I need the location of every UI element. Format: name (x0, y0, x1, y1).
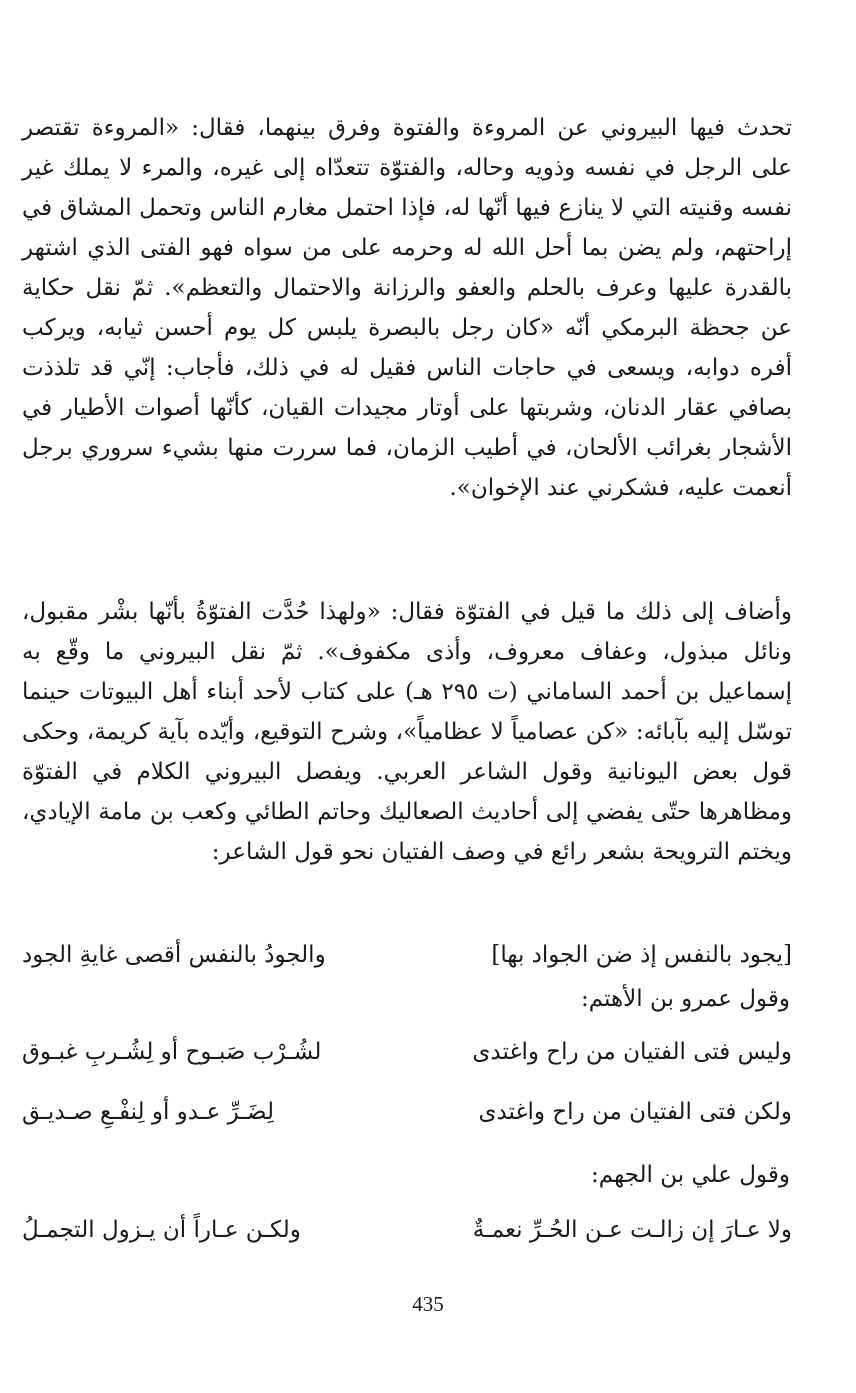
paragraph-1: تحدث فيها البيروني عن المروءة والفتوة وفرق بينهما، فقال: «المروءة تقتصر على الرجل في نفسه وذويه وحاله، والفتوّة تتعدّاه إلى غيره، والمرء لا يملك غير نفسه وقنيته التي لا ينازع فيها أنّها له، فإذا احتمل مغارم الناس وتحمل المشاق في إراحتهم، ولم يضن بما أحل الله له وحرمه على من سواه فهو الفتى الذي اشتهر بالقدرة عليها وعرف بالحلم والعفو والرزانة والاحتمال والتعظم». ثمّ نقل حكاية عن جحظة البرمكي أنّه «كان رجل بالبصرة يلبس كل يوم أحسن ثيابه، ويركب أفره دوابه، ويسعى في حاجات الناس فقيل له في ذلك، فأجاب: إنّي قد تلذذت بصافي عقار الدنان، وشربتها على أوتار مجيدات القيان، كأنّها أصوات الأطيار في الأشجار بغرائب الألحان، في أطيب الزمان، فما سررت منها بشيء سروري برجل أنعمت عليه، فشكرني عند الإخوان». (22, 115, 792, 501)
verse-hemistich-second: والجودُ بالنفس أقصى غايةِ الجود (22, 942, 326, 968)
verse-intro-ali: وقول علي بن الجهم: (591, 1162, 790, 1188)
verse-line-2 (22, 1030, 792, 1074)
paragraph-2: وأضاف إلى ذلك ما قيل في الفتوّة فقال: «ولهذا حُدَّت الفتوّةُ بأنّها بشْر مقبول، ونائل مبذول، وعفاف معروف، وأذى مكفوف». ثمّ نقل البيروني ما وقّع به إسماعيل بن أحمد الساماني (ت ٢٩٥ هـ) على كتاب لأحد أبناء أهل البيوتات حينما توسّل إليه بآبائه: «كن عصامياً لا عظامياً»، وشرح التوقيع، وأيّده بآية كريمة، وحكى قول بعض اليونانية وقول الشاعر العربي. ويفصل البيروني الكلام في الفتوّة ومظاهرها حتّى يفضي إلى أحاديث الصعاليك وحاتم الطائي وكعب بن مامة الإيادي، ويختم الترويحة بشعر رائع في وصف الفتيان نحو قول الشاعر: (22, 599, 792, 865)
page-number: 435 (412, 1292, 444, 1316)
verse-hemistich-second: لِضَـرِّ عـدو أو لِنفْـعِ صـديـق (22, 1099, 274, 1125)
verse-hemistich-first: ولكن فتى الفتيان من راح واغتدى (478, 1099, 792, 1125)
verse-intro-amr: وقول عمرو بن الأهتم: (581, 986, 790, 1012)
verse-line-3 (22, 1090, 792, 1134)
verse-line-1 (22, 933, 792, 977)
verse-hemistich-second: ولكـن عـاراً أن يـزول التجمـلُ (22, 1217, 301, 1243)
verse-hemistich-second: لشُـرْب صَبـوح أو لِشُـربِ غبـوق (22, 1039, 322, 1065)
verse-line-4 (22, 1208, 792, 1252)
verse-hemistich-first: [يجود بالنفس إذ ضن الجواد بها] (491, 942, 792, 968)
verse-hemistich-first: وليس فتى الفتيان من راح واغتدى (472, 1039, 792, 1065)
verse-hemistich-first: ولا عـارَ إن زالـت عـن الحُـرِّ نعمـةٌ (472, 1217, 792, 1243)
